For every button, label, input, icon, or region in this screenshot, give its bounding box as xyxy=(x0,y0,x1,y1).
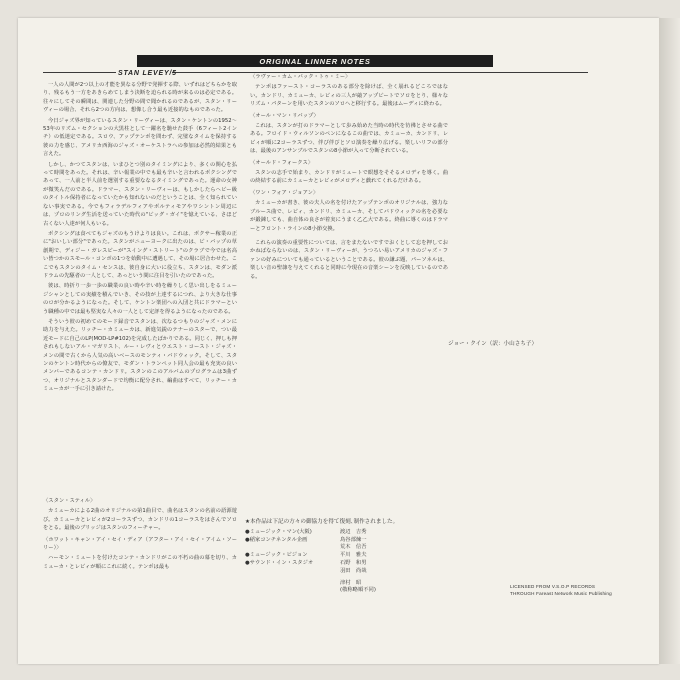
credit-org xyxy=(245,568,340,576)
credit-note: (敬称略順不同) xyxy=(340,587,376,594)
track-title: 〈ホワット・キャン・アイ・セイ・ディア（アフター・アイ・セイ・アイム・ソーリー）〉 xyxy=(43,536,237,552)
author-signature: ジョー・クイン（訳：小山さち子） xyxy=(448,341,538,347)
credit-row xyxy=(245,560,410,568)
credit-org: ●サウンド・イン・スタジオ xyxy=(245,559,314,566)
credit-name: 羽田 尚哉 xyxy=(340,567,367,574)
license-line: THROUGH Fareast Network Music Publishing xyxy=(510,590,612,596)
track-description: カミューカによる2曲のオリジナルの第1曲目で、曲名はスタンの名前の語源遊び。カミューカとレビィが2コーラスずつ、カンドリの1コーラスをはさんでソロをとる。最後のブリッジはスタンのフィーチャー。 xyxy=(43,508,237,532)
credit-row xyxy=(245,537,410,545)
credit-row xyxy=(245,552,410,560)
closing-paragraph: これらの演奏の重要性については、言をまたないですでおくとして忘を押しておかねばならないのは、スタン・リーヴィーが、うつろい易いアメリカのジャズ・ファンの好みについても通っているということである。彼の謙ぶ題、パーソネルは、楽しい音の聖隷を与えてくれると同時に今現在の音楽シーンを反映しているのである。 xyxy=(250,239,448,280)
credit-row xyxy=(245,568,410,576)
paragraph: しかし、かつてスタンは、いまひとつ別のタイミングにより、多くの関心を払って時間をあった。それは、辛い報業の中でも最も辛いと言われるボクシングであって、一人前と半人前を選別する重要ななるタイミングであった。運命の女神が微笑んだのである。ドラマー、スタン・リーヴィーは、もしかしたらヘビー級のタイトル保持者になっていたかも知れないのだということは、全く知られていない事実である。今でもフィラデルフィアやボルティモアやワシントン周辺には、プロのリング生活を送っていた時代の"ビッグ・ガイ"を憶えている、さほど古くない人達が何人もいる。 xyxy=(43,161,237,227)
sheet-edge-shadow xyxy=(659,18,680,664)
track-description: ハーモン・ミュートを付けたコンテ・カンドリがこの不朽の曲の幕を切り、カミューカ・とレビィが順にこれに続く。テンポは最も xyxy=(43,555,237,570)
credit-name: 鳥谷部煉一 xyxy=(340,536,367,543)
credit-org: ●稲家コンチネンタル企画 xyxy=(245,536,308,543)
track-description: これは、スタンが打のドラマーとして歩み始めた当時の時代を彷彿とさせる曲である。フロイド・ウィルソンのペンになるこの曲では、カミューカ、カンドリ、レビィが順に2コーラスずつ、伴び伴びとソロ演奏を繰り広げる。楽しいリフの部分は、最後のアンサンブルでスタンの8小節が入って分断されている。 xyxy=(250,123,448,155)
paragraph: ボクシングは食べてもジャズのもうけよりは良い。これは、ボクサー稼業の正に"おいしい部分"であった。スタンがニューヨークに出たのは、ビ・バップの草創期で、ディジー・ガレスピーが"スイング・ストリート"のクラブで今では名高い皆つかのスモール・コンボの1つを始動中に遭遇して、その場に居合わせた。ここでもスタンのタイム・センスは、彼自身に大いに役立ち、スタンは、モダン派ドラムの先駆者の一人として、あっという間に注目を引いたのであった。 xyxy=(43,230,237,279)
license-line: LICENSED FROM V.S.O.P RECORDS xyxy=(510,584,596,589)
track-title: 〈オール・マン・リバップ〉 xyxy=(250,112,319,119)
track-description: テンポはファースト・コーラスのある部分を除けば、全く崩れるどころではない。カンドリ、カミューカ、レビィの三人が敲アップビートでソロをとり、様々なリズム・パターンを用いたスタンのソロへと移行する。最後はムーディに終わる。 xyxy=(250,84,448,108)
track-title: 〈ラヴァー・カム・バック・トゥ・ミー〉 xyxy=(250,74,351,80)
paragraph: 彼は、時折り一歩一歩の職業の良い時や辛い時を繰りしく思い出しをるミュージシャンとしての実績を積んでいき、その技が上達するにつれ、より大きな仕事のロが分かるようになった。そして、ケントン楽団への入団と共にドラマーという職種の中では最も堅実な人々の一人として定評を得るようになったのである。 xyxy=(43,283,237,315)
track-title: 〈スタン・スティル〉 xyxy=(43,498,96,504)
track-description: スタンの志手で始まり、カンドリがミュートで瞑想をそそるメロディを導く。曲の終結する前にカミューカとレビィがメロディと戯れてくれるだけある。 xyxy=(250,170,448,185)
right-column xyxy=(250,70,448,334)
credit-note-row xyxy=(245,587,410,595)
license-notice xyxy=(510,584,612,597)
credit-name: 渡辺 吉秀 xyxy=(340,528,367,535)
track-description: カミューカが書き、彼の夫人の名を付けたアップテンポのオリジナルは、強力なブルース曲で、レビィ、カンドリ、カミューカ、そしてバドウィックの名を必要なが鍛錬しても、曲自体の良さが着実にうまく乙乙大である。終曲に導くのはドラマーとフロント・ラインの8小節交換。 xyxy=(250,200,448,232)
left-column-tail xyxy=(43,494,237,576)
credits-intro: ★本作品は下記の方々の御協力を得て復刻､制作されました。 xyxy=(245,519,399,525)
credit-name: 荒木 信吾 xyxy=(340,544,367,551)
credit-name: 平川 雅夫 xyxy=(340,552,367,559)
credit-row xyxy=(245,529,410,537)
paragraph: そういう彼の初めてのモード録音でスタンは、次なるつもりのジャズ・メンに助力を与えた。リッチー・カミューカは、新進気鋭のテナーのスターで、つい最近モードに自己のLP(MOD-LP#102)を完成したばかりである。同じく、押しも押されもしないアル・マガリスト、ルー・レヴィとウエスト・コースト・ジャズ・メンの間で古くから人気の高いベースのモンティ・バドウィック。そして、スタンのケントン時代からの僚友で、モダン・トランペット同人会の最も充実の良いメンバーであるコンテ・カンドリ。スタンのこのアルバムのプログラムは3曲ずつ、オリジナルとスタンダードで均衡に配分され、編曲はすべて、リッチー・カミューカが一手に引き請けた。 xyxy=(43,318,237,393)
credit-producer-row xyxy=(245,580,410,588)
paragraph: 今日ジャズ界が知っているスタン・リーヴィーは、スタン・ケントンの1952～53年のリズム・セクションの大黒柱として一躍名を馳せた鼓手（6フィート2インチ）の低迷定である。スロウ、アップテンポを問わず、完璧なタイムを保持する彼の力を感じ、アメリカ西海のジャズ・オーケストラへの参加は必然的結果とも言えた。 xyxy=(43,117,237,158)
header-title: ORIGINAL LINNER NOTES xyxy=(259,56,371,66)
left-column xyxy=(43,81,237,509)
header-banner xyxy=(137,55,493,67)
credit-producer: 津村 昭 xyxy=(340,579,362,586)
track-title: 〈オールド・フォークス〉 xyxy=(250,159,314,166)
track-title: 〈ワン・フォア・ジョアン〉 xyxy=(250,189,319,196)
paragraph: 一人の人間が2つ以上の才能を異なる分野で発揮する際、いずれはどちらかを取り、残るもう一方をあきらめてしまう決断を迫られる時が来るのは必定である。往々にしてその瞬間は、関連した分野の間で聞かれるのであるが、スタン・リーヴィーの場合、それら2つの方向は、想像し合う最も近接的なものであった。 xyxy=(43,82,237,114)
credits-block xyxy=(245,519,410,595)
credit-name: 石野 和男 xyxy=(340,559,367,566)
rule-left-short xyxy=(43,72,116,73)
credit-org: ●ミュージック・マン(大阪) xyxy=(245,528,312,535)
credit-org: ●ミュージック・ビジョン xyxy=(245,552,308,559)
section-title: STAN LEVEY/5 xyxy=(118,70,177,77)
